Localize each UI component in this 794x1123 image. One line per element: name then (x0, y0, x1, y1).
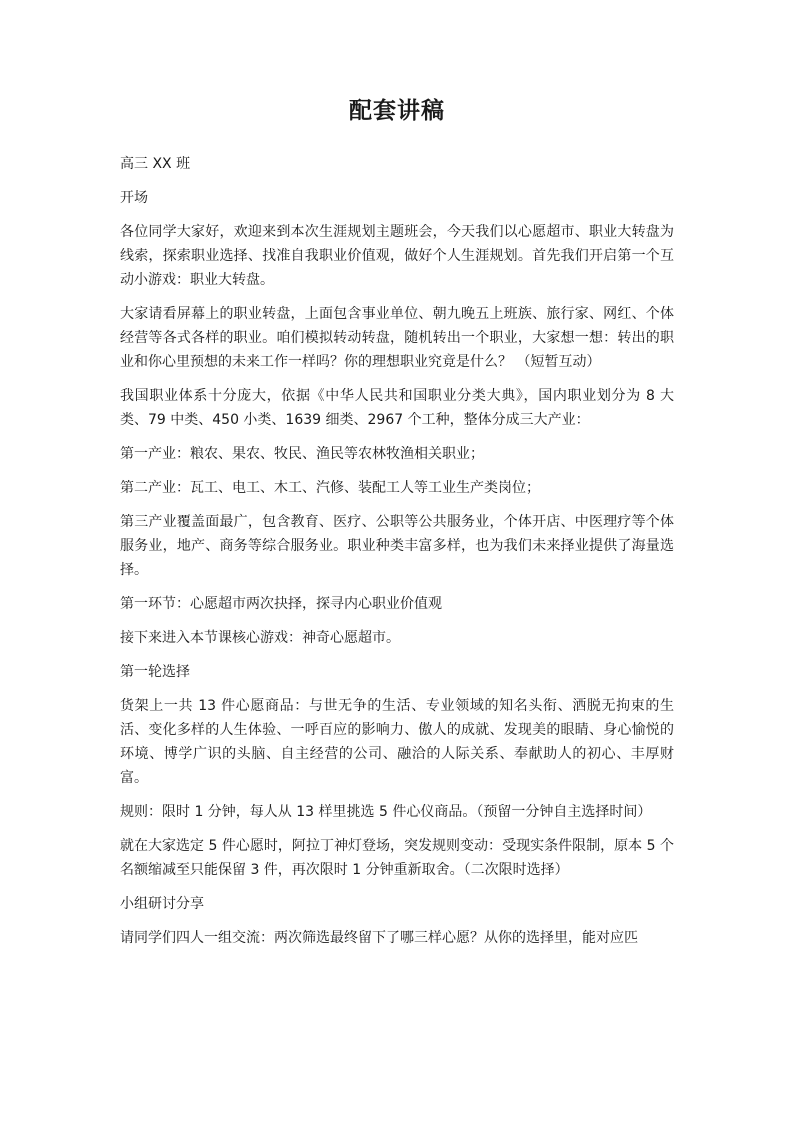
paragraph-group-discussion: 请同学们四人一组交流：两次筛选最终留下了哪三样心愿？从你的选择里，能对应匹 (120, 930, 638, 946)
paragraph-intro: 各位同学大家好，欢迎来到本次生涯规划主题班会，今天我们以心愿超市、职业大转盘为线索，探索职业选择、找准自我职业价值观，做好个人生涯规划。首先我们开启第一个互动小游戏：职业大转盘。 (120, 224, 674, 288)
paragraph-secondary-industry: 第二产业：瓦工、电工、木工、汽修、装配工人等工业生产类岗位； (120, 480, 540, 496)
paragraph-primary-industry: 第一产业：粮农、果农、牧民、渔民等农林牧渔相关职业； (120, 446, 484, 462)
paragraph-career-system: 我国职业体系十分庞大，依据《中华人民共和国职业分类大典》，国内职业划分为 8 大类、79 中类、450 小类、1639 细类、2967 个工种，整体分成三大产业： (120, 388, 674, 428)
paragraph-tertiary-industry: 第三产业覆盖面最广，包含教育、医疗、公职等公共服务业，个体开店、中医理疗等个体服务业，地产、商务等综合服务业。职业种类丰富多样，也为我们未来择业提供了海量选择。 (120, 514, 674, 578)
paragraph-rule-change: 就在大家选定 5 件心愿时，阿拉丁神灯登场，突发规则变动：受现实条件限制，原本 5 个名额缩减至只能保留 3 件，再次限时 1 分钟重新取舍。（二次限时选择） (120, 838, 674, 878)
section-heading-round-one: 第一轮选择 (120, 664, 190, 680)
section-heading-group-discussion: 小组研讨分享 (120, 896, 204, 912)
section-heading-opening: 开场 (120, 190, 148, 206)
paragraph-career-wheel: 大家请看屏幕上的职业转盘，上面包含事业单位、朝九晚五上班族、旅行家、网红、个体经营等各式各样的职业。咱们模拟转动转盘，随机转出一个职业，大家想一想：转出的职业和你心里预想的未来工作一样吗？你的理想职业究竟是什么？ （短暂互动） (120, 306, 674, 370)
paragraph-wish-items: 货架上一共 13 件心愿商品：与世无争的生活、专业领域的知名头衔、洒脱无拘束的生活、变化多样的人生体验、一呼百应的影响力、傲人的成就、发现美的眼睛、身心愉悦的环境、博学广识的头脑、自主经营的公司、融洽的人际关系、奉献助人的初心、丰厚财富。 (120, 698, 674, 786)
document-title: 配套讲稿 (349, 98, 445, 124)
section-heading-part-one: 第一环节：心愿超市两次抉择，探寻内心职业价值观 (120, 596, 442, 612)
paragraph-rules: 规则：限时 1 分钟，每人从 13 样里挑选 5 件心仪商品。（预留一分钟自主选择时间） (120, 804, 652, 820)
class-name-line: 高三 XX 班 (120, 156, 191, 172)
paragraph-wish-market-intro: 接下来进入本节课核心游戏：神奇心愿超市。 (120, 630, 400, 646)
